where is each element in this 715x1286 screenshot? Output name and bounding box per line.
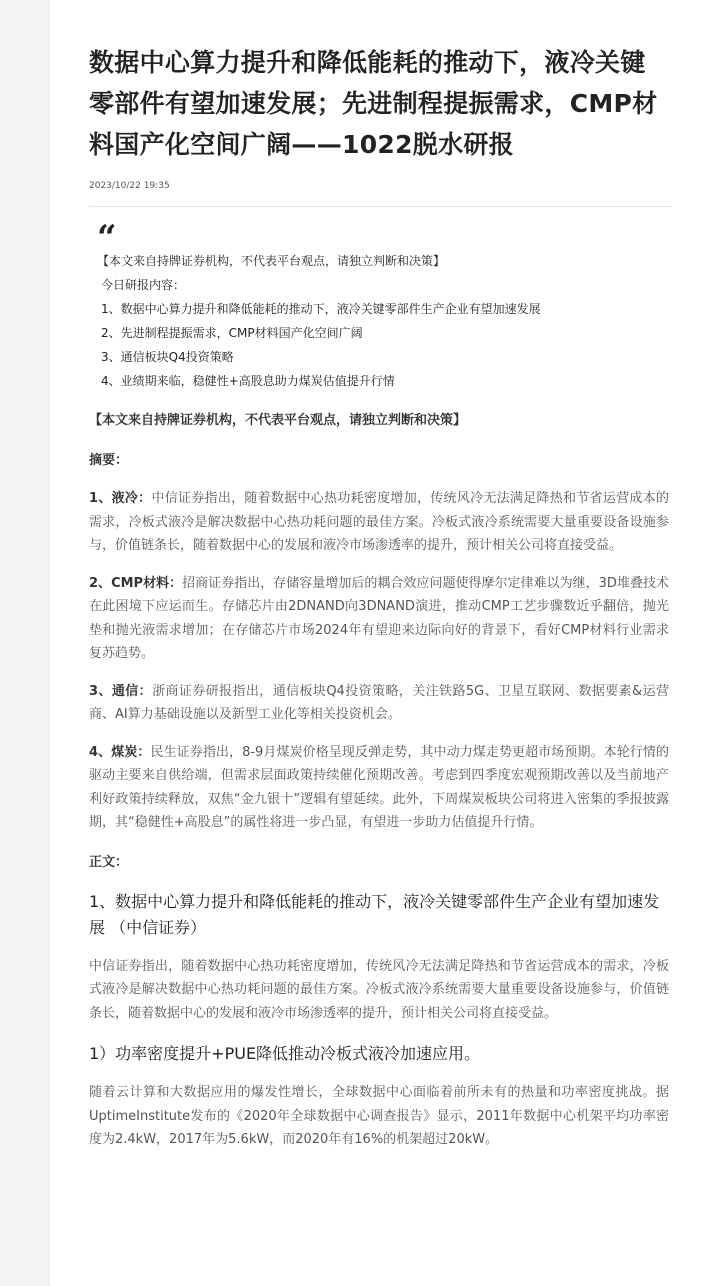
publish-date: 2023/10/22 19:35 — [89, 181, 170, 191]
summary-paragraph — [89, 572, 669, 666]
summary-text: 中信证券指出，随着数据中心热功耗密度增加，传统风冷无法满足降热和节省运营成本的需求，冷板式液冷是解决数据中心热功耗问题的最佳方案。冷板式液冷系统需要大量重要设备设施参与，价值链条长，随着数据中心的发展和液冷市场渗透率的提升，预计相关公司将直接受益。 — [89, 491, 669, 553]
subsection-heading: 1）功率密度提升+PUE降低推动冷板式液冷加速应用。 — [89, 1044, 481, 1063]
intro-line: 1、数据中心算力提升和降低能耗的推动下，液冷关键零部件生产企业有望加速发展 — [101, 302, 541, 316]
summary-lead: 3、通信： — [89, 683, 153, 699]
intro-line: 2、先进制程提振需求，CMP材料国产化空间广阔 — [101, 326, 363, 340]
disclaimer: 【本文来自持牌证券机构，不代表平台观点，请独立判断和决策】 — [89, 413, 467, 428]
article-title: 数据中心算力提升和降低能耗的推动下，液冷关键零部件有望加速发展；先进制程提振需求，CMP材料国产化空间广阔——1022脱水研报 — [89, 48, 658, 159]
summary-label: 摘要： — [89, 453, 129, 468]
summary-text: 民生证券指出，8-9月煤炭价格呈现反弹走势，其中动力煤走势更超市场预期。本轮行情的驱动主要来自供给端，但需求层面政策持续催化预期改善。考虑到四季度宏观预期改善以及当前地产利好政策持续释放，双焦“金九银十”逻辑有望延续。此外，下周煤炭板块公司将进入密集的季报披露期，其“稳健性+高股息”的属性将进一步凸显，有望进一步助力估值提升行情。 — [89, 744, 670, 830]
intro-line: 【本文来自持牌证券机构，不代表平台观点，请独立判断和决策】 — [97, 254, 446, 268]
summary-text: 招商证券指出，存储容量增加后的耦合效应问题使得摩尔定律难以为继，3D堆叠技术在此困境下应运而生。存储芯片由2DNAND向3DNAND演进，推动CMP工艺步骤数近乎翻倍，抛光垫和抛光液需求增加；在存储芯片市场2024年有望迎来边际向好的背景下，看好CMP材料行业需求复苏趋势。 — [89, 575, 669, 661]
summary-paragraph — [89, 487, 669, 558]
left-double-quote-icon: “ — [97, 218, 117, 258]
intro-line: 4、业绩期来临，稳健性+高股息助力煤炭估值提升行情 — [101, 374, 395, 388]
intro-line: 今日研报内容： — [101, 278, 186, 292]
section-paragraph: 中信证券指出，随着数据中心热功耗密度增加，传统风冷无法满足降热和节省运营成本的需求，冷板式液冷是解决数据中心热功耗问题的最佳方案。冷板式液冷系统需要大量重要设备设施参与，价值链条长，随着数据中心的发展和液冷市场渗透率的提升，预计相关公司将直接受益。 — [89, 958, 669, 1021]
title-divider — [89, 206, 672, 207]
section-heading: 1、数据中心算力提升和降低能耗的推动下，液冷关键零部件生产企业有望加速发展 （中信证券） — [89, 891, 660, 937]
summary-lead: 2、CMP材料： — [89, 575, 183, 591]
article-page — [50, 0, 715, 1286]
summary-paragraph — [89, 741, 669, 835]
report-intro-quote — [89, 218, 715, 393]
summary-lead: 1、液冷： — [89, 491, 152, 506]
intro-line: 3、通信板块Q4投资策略 — [101, 350, 234, 364]
summary-text: 浙商证券研报指出，通信板块Q4投资策略，关注铁路5G、卫星互联网、数据要素&运营商、AI算力基础设施以及新型工业化等相关投资机会。 — [89, 683, 669, 722]
summary-lead: 4、煤炭： — [89, 744, 151, 760]
body-label: 正文： — [89, 854, 129, 870]
summary-paragraph — [89, 680, 669, 727]
subsection-paragraph: 随着云计算和大数据应用的爆发性增长，全球数据中心面临着前所未有的热量和功率密度挑战。据UptimeInstitute发布的《2020年全球数据中心调查报告》显示，2011年数据中心机架平均功率密度为2.4kW，2017年为5.6kW，而2020年有16%的机架超过20kW。 — [89, 1085, 669, 1147]
